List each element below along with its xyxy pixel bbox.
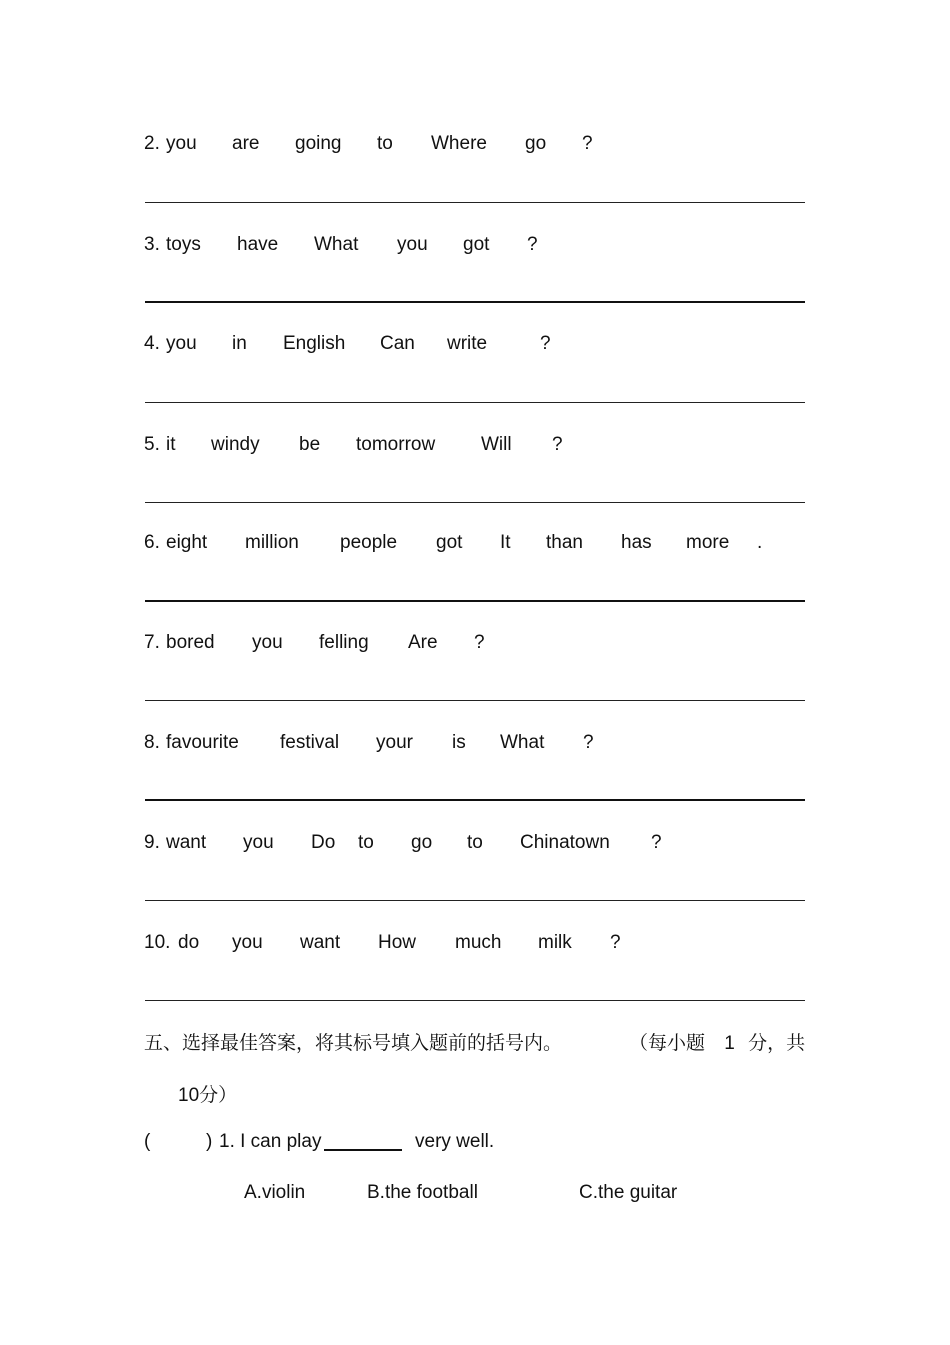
q9-word: Do xyxy=(311,832,336,853)
q4-word: Can xyxy=(380,333,415,354)
q3-word: What xyxy=(314,234,359,255)
q6-word: It xyxy=(500,532,511,553)
q10-word: much xyxy=(455,932,502,953)
q3-word: you xyxy=(397,234,428,255)
q2-word: to xyxy=(377,133,393,154)
q5-word: Will xyxy=(481,434,512,455)
q8-word: festival xyxy=(280,732,340,753)
q4-word: ? xyxy=(540,333,551,354)
q4-num: 4. xyxy=(144,333,160,354)
q6-word: than xyxy=(546,532,583,553)
q8-word: favourite xyxy=(166,732,239,753)
q2-word: go xyxy=(525,133,547,154)
answer-line-10[interactable] xyxy=(145,1000,805,1001)
q7-word: ? xyxy=(474,632,485,653)
q4-word: in xyxy=(232,333,247,354)
q7-word: bored xyxy=(166,632,215,653)
q8-num: 8. xyxy=(144,732,160,753)
answer-line-9[interactable] xyxy=(145,900,805,901)
q3-word: have xyxy=(237,234,279,255)
answer-line-8[interactable] xyxy=(145,799,805,801)
q6-word: more xyxy=(686,532,730,553)
q2-num: 2. xyxy=(144,133,160,154)
q6-word: million xyxy=(245,532,299,553)
mc1-option-c[interactable]: C.the guitar xyxy=(579,1182,678,1203)
q3-word: ? xyxy=(527,234,538,255)
q5-word: it xyxy=(166,434,176,455)
answer-line-2[interactable] xyxy=(145,202,805,203)
answer-line-4[interactable] xyxy=(145,402,805,403)
q9-word: go xyxy=(411,832,433,853)
q2-word: ? xyxy=(582,133,593,154)
mc1-stem-before: 1. I can play xyxy=(219,1131,322,1152)
q2-word: are xyxy=(232,133,260,154)
q10-word: you xyxy=(232,932,263,953)
q3-num: 3. xyxy=(144,234,160,255)
q10-word: ? xyxy=(610,932,621,953)
q8-word: ? xyxy=(583,732,594,753)
q10-word: How xyxy=(378,932,417,953)
score-num: 1 xyxy=(724,1033,735,1054)
answer-paren-open[interactable]: ( xyxy=(144,1131,151,1152)
q3-word: toys xyxy=(166,234,201,255)
mc1-option-a[interactable]: A.violin xyxy=(244,1182,306,1203)
q10-num: 10. xyxy=(144,932,171,953)
section-5-title: 五、选择最佳答案，将其标号填入题前的括号内。 xyxy=(144,1033,563,1054)
q2-word: Where xyxy=(431,133,487,154)
section-5-score-cont: 10分） xyxy=(178,1085,238,1106)
q9-word: you xyxy=(243,832,274,853)
mc1-blank[interactable] xyxy=(324,1131,402,1151)
q5-word: windy xyxy=(211,434,260,455)
q10-word: do xyxy=(178,932,200,953)
q6-word: got xyxy=(436,532,463,553)
q8-word: is xyxy=(452,732,466,753)
q4-word: write xyxy=(447,333,488,354)
q4-word: English xyxy=(283,333,346,354)
q9-word: to xyxy=(358,832,374,853)
q7-word: you xyxy=(252,632,283,653)
answer-line-7[interactable] xyxy=(145,700,805,701)
q7-word: Are xyxy=(408,632,438,653)
q3-word: got xyxy=(463,234,490,255)
q9-word: want xyxy=(166,832,207,853)
q2-word: you xyxy=(166,133,197,154)
q5-word: tomorrow xyxy=(356,434,436,455)
q4-word: you xyxy=(166,333,197,354)
q10-word: want xyxy=(300,932,341,953)
q5-word: ? xyxy=(552,434,563,455)
q7-num: 7. xyxy=(144,632,160,653)
q6-word: has xyxy=(621,532,652,553)
answer-paren-close: ) xyxy=(206,1131,213,1152)
q6-word: people xyxy=(340,532,398,553)
q8-word: your xyxy=(376,732,413,753)
answer-line-6[interactable] xyxy=(145,600,805,602)
q6-word: . xyxy=(757,532,763,553)
answer-line-5[interactable] xyxy=(145,502,805,503)
q2-word: going xyxy=(295,133,342,154)
q9-num: 9. xyxy=(144,832,160,853)
q10-word: milk xyxy=(538,932,572,953)
q6-num: 6. xyxy=(144,532,160,553)
q9-word: ? xyxy=(651,832,662,853)
q9-word: to xyxy=(467,832,483,853)
mc1-stem-after: very well. xyxy=(415,1131,495,1152)
q9-word: Chinatown xyxy=(520,832,610,853)
q5-num: 5. xyxy=(144,434,160,455)
section-5-score xyxy=(629,1028,805,1055)
mc1-option-b[interactable]: B.the football xyxy=(367,1182,478,1203)
score-part1: （每小题 xyxy=(629,1033,706,1054)
q6-word: eight xyxy=(166,532,208,553)
q8-word: What xyxy=(500,732,545,753)
q5-word: be xyxy=(299,434,321,455)
answer-line-3[interactable] xyxy=(145,301,805,303)
score-part2: 分，共 xyxy=(748,1033,806,1054)
q7-word: felling xyxy=(319,632,369,653)
